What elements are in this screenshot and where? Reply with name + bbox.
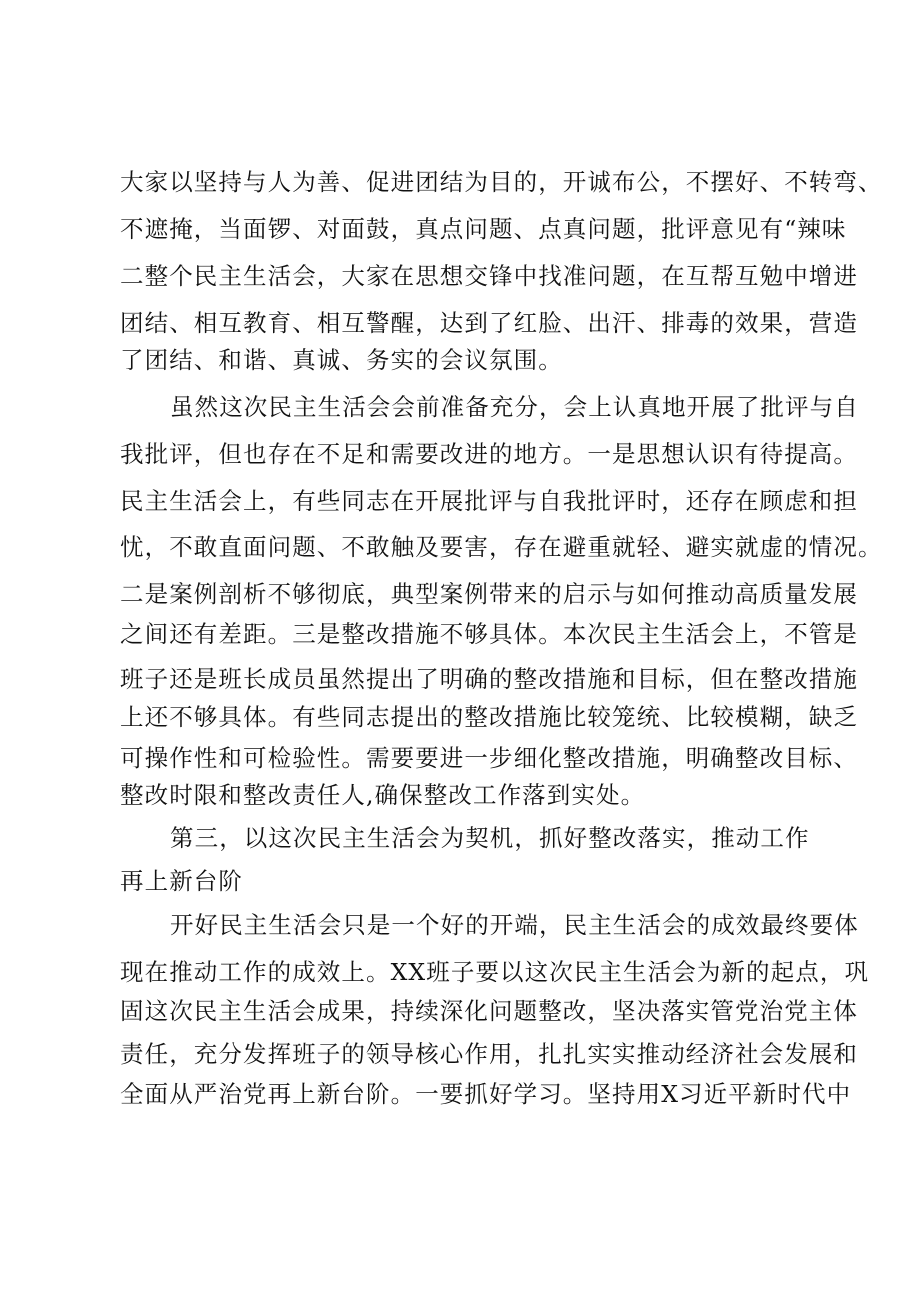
text-line: 之间还有差距。三是整改措施不够具体。本次民主生活会上，不管是 xyxy=(120,620,858,648)
text-line: 上还不够具体。有些同志提出的整改措施比较笼统、比较模糊，缺乏 xyxy=(120,703,858,731)
text-line: 全面从严治党再上新台阶。一要抓好学习。坚持用X习近平新时代中 xyxy=(120,1080,852,1108)
text-line: 现在推动工作的成效上。XX班子要以这次民主生活会为新的起点，巩 xyxy=(120,958,870,986)
paragraph-first-line: 虽然这次民主生活会会前准备充分，会上认真地开展了批评与自 xyxy=(170,393,859,421)
text-line: 班子还是班长成员虽然提出了明确的整改措施和目标，但在整改措施 xyxy=(120,665,858,693)
text-line: 可操作性和可检验性。需要要进一步细化整改措施，明确整改目标、 xyxy=(120,744,858,772)
text-line: 固这次民主生活会成果，持续深化问题整改，坚决落实管党治党主体 xyxy=(120,997,858,1025)
section-heading: 第三，以这次民主生活会为契机，抓好整改落实，推动工作 xyxy=(170,824,810,852)
text-line: 二是案例剖析不够彻底，典型案例带来的启示与如何推动高质量发展 xyxy=(120,580,858,608)
text-line: 大家以坚持与人为善、促进团结为目的，开诚布公，不摆好、不转弯、 xyxy=(120,168,883,196)
text-line: 不遮掩，当面锣、对面鼓，真点问题、点真问题，批评意见有“辣味 xyxy=(120,215,847,243)
text-line: 团结、相互教育、相互警醒，达到了红脸、出汗、排毒的效果，营造 xyxy=(120,309,858,337)
section-heading-continued: 再上新台阶 xyxy=(120,867,243,895)
paragraph-first-line: 开好民主生活会只是一个好的开端，民主生活会的成效最终要体 xyxy=(170,911,859,939)
text-line: 了团结、和谐、真诚、务实的会议氛围。 xyxy=(120,346,563,374)
text-line: 民主生活会上，有些同志在开展批评与自我批评时，还存在顾虑和担 xyxy=(120,487,858,515)
text-line: 我批评，但也存在不足和需要改进的地方。一是思想认识有待提高。 xyxy=(120,440,858,468)
text-line: 二整个民主生活会，大家在思想交锋中找准问题，在互帮互勉中增进 xyxy=(120,262,858,290)
text-line: 忧，不敢直面问题、不敢触及要害，存在避重就轻、避实就虚的情况。 xyxy=(120,533,883,561)
text-line: 整改时限和整改责任人,确保整改工作落到实处。 xyxy=(120,781,646,809)
text-line: 责任，充分发挥班子的领导核心作用，扎扎实实推动经济社会发展和 xyxy=(120,1040,858,1068)
